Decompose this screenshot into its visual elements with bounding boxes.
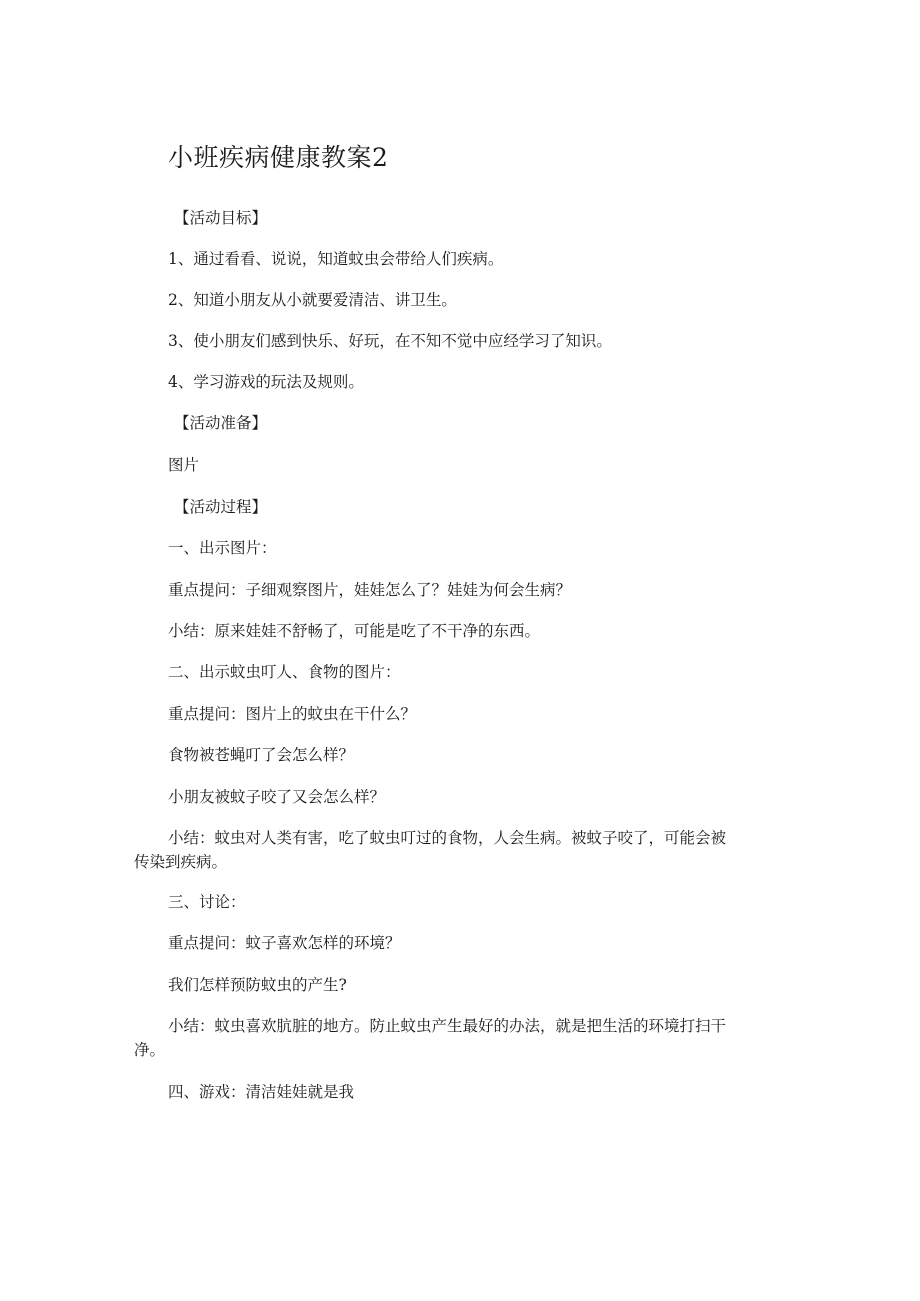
step2-question: 重点提问：图片上的蚊虫在干什么？: [168, 705, 417, 723]
goal-item-1: 1、通过看看、说说，知道蚊虫会带给人们疾病。: [168, 250, 504, 268]
step3-question-2: 我们怎样预防蚊虫的产生?: [168, 976, 347, 994]
prep-heading: 【活动准备】: [174, 414, 268, 432]
step3-summary: [134, 1014, 788, 1062]
goal-item-3: 3、使小朋友们感到快乐、好玩，在不知不觉中应经学习了知识。: [168, 332, 612, 350]
step3-question: 重点提问：蚊子喜欢怎样的环境？: [168, 934, 401, 952]
step1-summary: 小结：原来娃娃不舒畅了，可能是吃了不干净的东西。: [168, 622, 541, 640]
goal-item-2: 2、知道小朋友从小就要爱清洁、讲卫生。: [168, 291, 457, 309]
step2-title: 二、出示蚊虫叮人、食物的图片：: [168, 663, 401, 681]
prep-text: 图片: [168, 456, 200, 474]
step1-question: 重点提问：子细观察图片，娃娃怎么了？娃娃为何会生病？: [168, 581, 572, 599]
step3-title: 三、讨论：: [168, 893, 246, 911]
document-title: 小班疾病健康教案2: [168, 143, 389, 172]
step4-title: 四、游戏：清洁娃娃就是我: [168, 1083, 355, 1101]
step2-summary-line-1: 小结：蚊虫对人类有害，吃了蚊虫叮过的食物，人会生病。被蚊子咬了，可能会被: [168, 829, 727, 847]
step2-summary: [134, 826, 788, 874]
step3-summary-line-1: 小结：蚊虫喜欢肮脏的地方。防止蚊虫产生最好的办法，就是把生活的环境打扫干: [168, 1017, 727, 1035]
step3-summary-line-2: 净。: [134, 1041, 166, 1059]
step2-question-3: 小朋友被蚊子咬了又会怎么样？: [168, 788, 386, 806]
step2-summary-line-2: 传染到疾病。: [134, 853, 228, 871]
step2-question-2: 食物被苍蝇叮了会怎么样？: [168, 746, 355, 764]
goal-item-4: 4、学习游戏的玩法及规则。: [168, 373, 364, 391]
step1-title: 一、出示图片：: [168, 539, 277, 557]
goals-heading: 【活动目标】: [174, 209, 268, 227]
process-heading: 【活动过程】: [174, 498, 268, 516]
